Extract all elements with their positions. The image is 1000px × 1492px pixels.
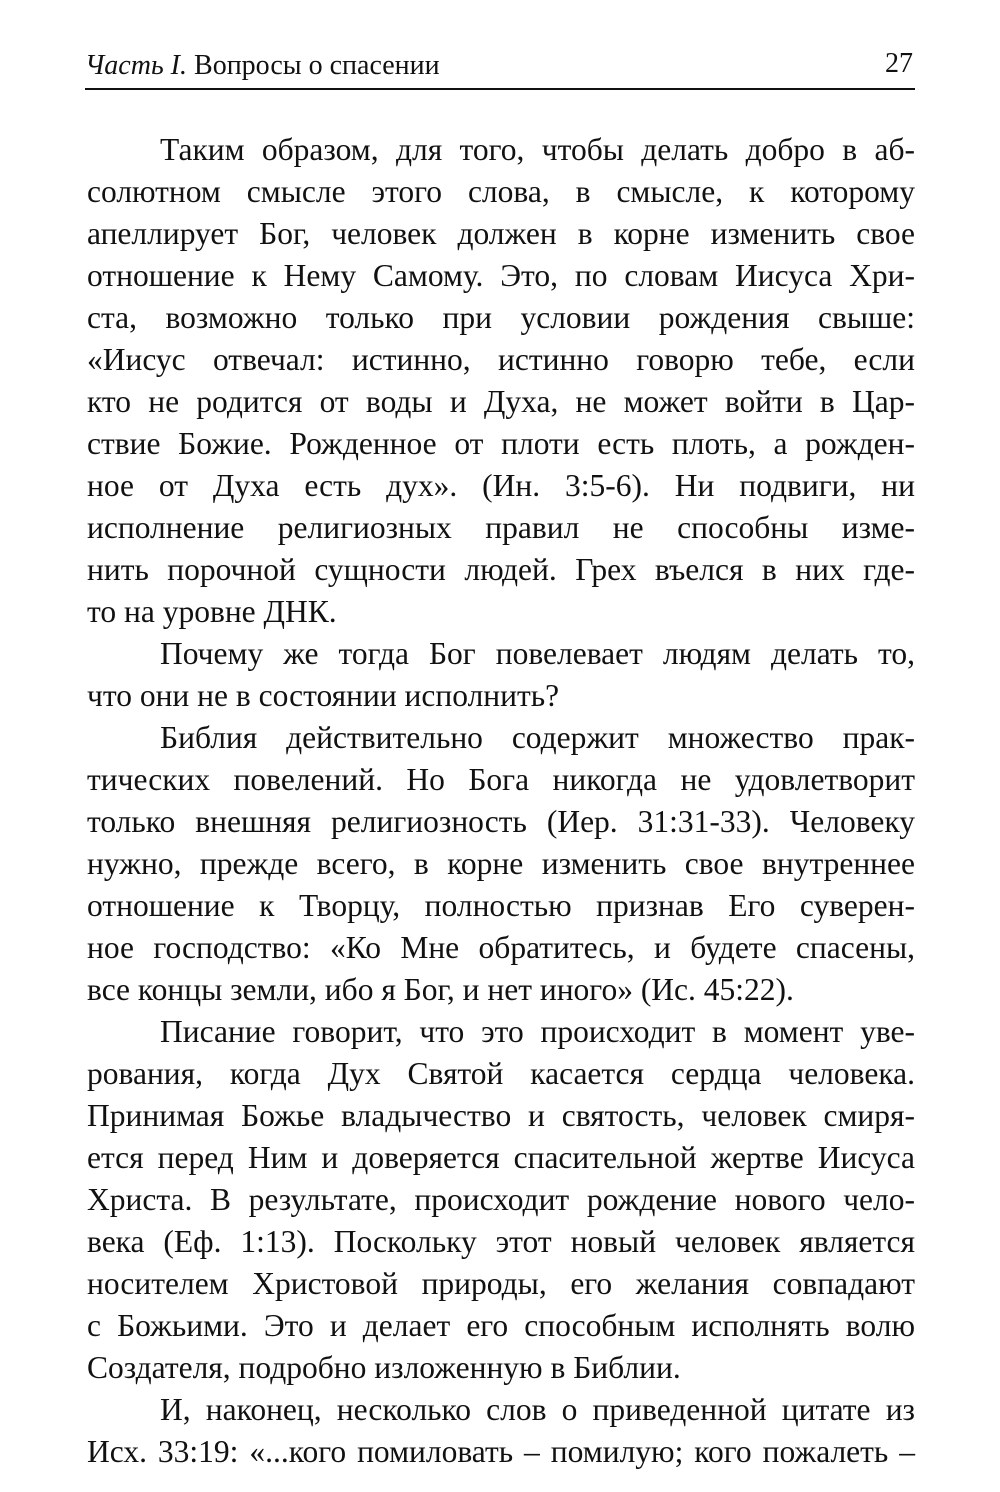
text-line: то на уровне ДНК.: [87, 594, 337, 629]
text-line: что они не в состоянии исполнить?: [87, 678, 560, 713]
text-line: ется перед Ним и доверяется спасительной жертве Иисуса: [87, 1140, 915, 1175]
text-line: ное господство: «Ко Мне обратитесь, и будете спасены,: [87, 930, 915, 965]
text-line: отношение к Нему Самому. Это, по словам Иисуса Хри-: [87, 258, 915, 293]
text-line: исполнение религиозных правил не способны изме-: [87, 510, 915, 545]
text-line: апеллирует Бог, человек должен в корне изменить свое: [87, 216, 915, 251]
text-line: рования, когда Дух Святой касается сердца человека.: [87, 1056, 915, 1091]
text-line: ста, возможно только при условии рождения свыше:: [87, 300, 915, 335]
text-line: ствие Божие. Рожденное от плоти есть плоть, а рожден-: [87, 426, 915, 461]
text-line: Почему же тогда Бог повелевает людям делать то,: [160, 636, 915, 671]
page-number: 27: [885, 48, 913, 79]
text-line: И, наконец, несколько слов о приведенной цитате из: [160, 1392, 915, 1427]
text-line: тических повелений. Но Бога никогда не удовлетворит: [87, 762, 915, 797]
text-line: «Иисус отвечал: истинно, истинно говорю тебе, если: [87, 342, 915, 377]
text-line: Создателя, подробно изложенную в Библии.: [87, 1350, 681, 1385]
text-line: все концы земли, ибо я Бог, и нет иного» (Ис. 45:22).: [87, 972, 794, 1007]
text-line: Библия действительно содержит множество прак-: [160, 720, 915, 755]
header-title: [85, 50, 440, 82]
text-line: солютном смысле этого слова, в смысле, к которому: [87, 174, 915, 209]
text-line: только внешняя религиозность (Иер. 31:31-33). Человеку: [87, 804, 915, 839]
text-line: Таким образом, для того, чтобы делать добро в аб-: [160, 132, 915, 167]
text-line: Принимая Божье владычество и святость, человек смиря-: [87, 1098, 915, 1133]
text-line: нить порочной сущности людей. Грех въелся в них где-: [87, 552, 915, 587]
text-line: Исх. 33:19: «...кого помиловать – помилую; кого пожалеть –: [87, 1434, 915, 1469]
section-title: Вопросы о спасении: [194, 50, 440, 81]
text-line: века (Еф. 1:13). Поскольку этот новый человек является: [87, 1224, 915, 1259]
text-line: с Божьими. Это и делает его способным исполнять волю: [87, 1308, 915, 1343]
text-line: Писание говорит, что это происходит в момент уве-: [160, 1014, 915, 1049]
text-line: нужно, прежде всего, в корне изменить свое внутреннее: [87, 846, 915, 881]
part-label: Часть I.: [85, 50, 188, 81]
text-line: носителем Христовой природы, его желания совпадают: [87, 1266, 915, 1301]
text-line: ное от Духа есть дух». (Ин. 3:5-6). Ни подвиги, ни: [87, 468, 915, 503]
text-line: Христа. В результате, происходит рождение нового чело-: [87, 1182, 915, 1217]
running-header: [85, 40, 915, 90]
text-line: кто не родится от воды и Духа, не может войти в Цар-: [87, 384, 915, 419]
text-line: отношение к Творцу, полностью признав Его суверен-: [87, 888, 915, 923]
